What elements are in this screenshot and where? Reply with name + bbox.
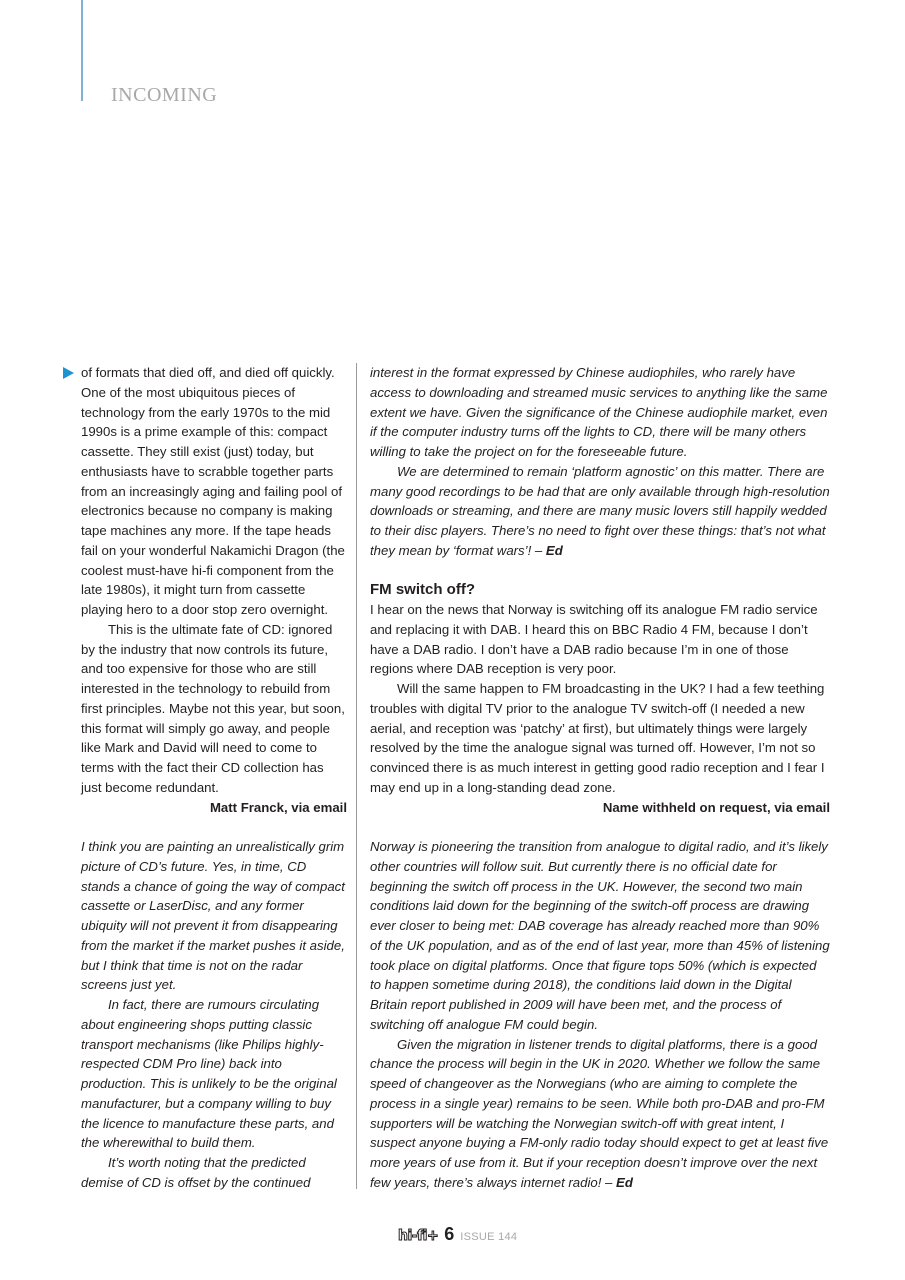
reply-paragraph: I think you are painting an unrealistically grim picture of CD’s future. Yes, in time, CD stands a chance of going the way of compact cassette or LaserDisc, and any former ubiquity will not prevent it from disappearing from the market if the market pushes it aside, but I think that time is not on the radar screens just yet. [81,839,345,993]
reply-text: We are determined to remain ‘platform agnostic’ on this matter. There are many good recordings to be had that are only available through high-resolution downloads or streaming, and there are many music lovers still happily wedded to their disc players. There’s no need to fight over these things: that’s not what they mean by ‘format wars’! – [370,463,830,558]
reply-paragraph: interest in the format expressed by Chinese audiophiles, who rarely have access to downloading and streamed music services to anything like the same extent we have. Given the significance of the Chinese audiophile market, even if the computer industry turns off the lights to CD, there will be many others willing to take the project on for the foreseeable future. [370,365,828,459]
letter-paragraph: of formats that died off, and died off quickly. One of the most ubiquitous pieces of technology from the early 1970s to the mid 1990s is a prime example of this: compact cassette. They still exist (just) today, but enthusiasts have to scrabble together parts from an increasingly aging and failing pool of electronics because no company is making tape machines any more. If the tape heads fail on your wonderful Nakamichi Dragon (the coolest must-have hi-fi component from the late 1980s), it might turn from cassette playing hero to a door stop zero overnight. [81,365,345,617]
column-divider [356,363,357,1189]
issue-label: ISSUE 144 [460,1231,518,1243]
section-title: INCOMING [111,84,218,106]
page-number: 6 [444,1224,455,1244]
continuation-arrow-icon [63,367,74,379]
reply-paragraph [370,1035,830,1193]
magazine-logo: hi-fi+ [398,1228,439,1244]
reply-paragraph: In fact, there are rumours circulating about engineering shops putting classic transport mechanisms (like Philips highly-respected CDM Pro line) back into production. This is unlikely to be the original manufacturer, but a company willing to buy the licence to manufacture these parts, and the wherewithal to build them. [81,997,337,1151]
right-column [370,363,830,1193]
reply-text: Given the migration in listener trends to digital platforms, there is a good chance the process will begin in the UK in 2020. Whether we follow the same speed of changeover as the Norwegians (who are aiming to complete the process in a single year) remains to be seen. While both pro-DAB and pro-FM supporters will be watching the Norwegian switch-off with great intent, I suspect anyone buying a FM-only radio today should expect to get at least five more years of use from it. But if your reception doesn’t improve over the next few years, there’s always internet radio! – [370,1036,829,1190]
reply-paragraph: It’s worth noting that the predicted demise of CD is offset by the continued [81,1155,311,1190]
left-column [81,363,347,1193]
reply-paragraph [370,462,830,561]
letter-paragraph: I hear on the news that Norway is switching off its analogue FM radio service and replacing it with DAB. I heard this on BBC Radio 4 FM, because I don’t have a DAB radio. I don’t have a DAB radio because I’m in one of those regions where DAB reception is very poor. [370,602,818,677]
letter-signature: Name withheld on request, via email [602,799,830,815]
letter-heading: FM switch off? [370,581,475,599]
editor-sign: Ed [545,542,563,558]
side-accent-rule [81,0,83,101]
letter-signature: Matt Franck, via email [209,799,347,815]
editor-sign: Ed [616,1174,633,1190]
letter-paragraph: Will the same happen to FM broadcasting in the UK? I had a few teething troubles with digital TV prior to the analogue TV switch-off (I needed a new aerial, and reception was ‘patchy’ at first), but ultimately things were largely resolved by the time the analogue signal was turned off. However, I’m not so convinced there is as much interest in getting good radio reception and I fear I may end up in a long-standing dead zone. [370,681,825,795]
page-footer [398,1224,517,1245]
letter-paragraph: This is the ultimate fate of CD: ignored by the industry that now controls its future, and too expensive for those who are still interested in the technology to rebuild from first principles. Maybe not this year, but soon, this format will simply go away, and people like Mark and David will need to come to terms with the fact their CD collection has just become redundant. [81,621,345,795]
reply-paragraph: Norway is pioneering the transition from analogue to digital radio, and it’s likely other countries will follow suit. But currently there is no official date for beginning the switch off process in the UK. However, the second two main conditions laid down for the beginning of the switch-off process are drawing ever closer to being met: DAB coverage has already reached more than 90% of the UK population, and as of the end of last year, more than 45% of listening took place on digital platforms. Once that figure tops 50% (which is expected to happen sometime during 2018), the conditions laid down in the Digital Britain report published in 2009 will have been met, and the process of switching off analogue FM could begin. [370,839,830,1032]
